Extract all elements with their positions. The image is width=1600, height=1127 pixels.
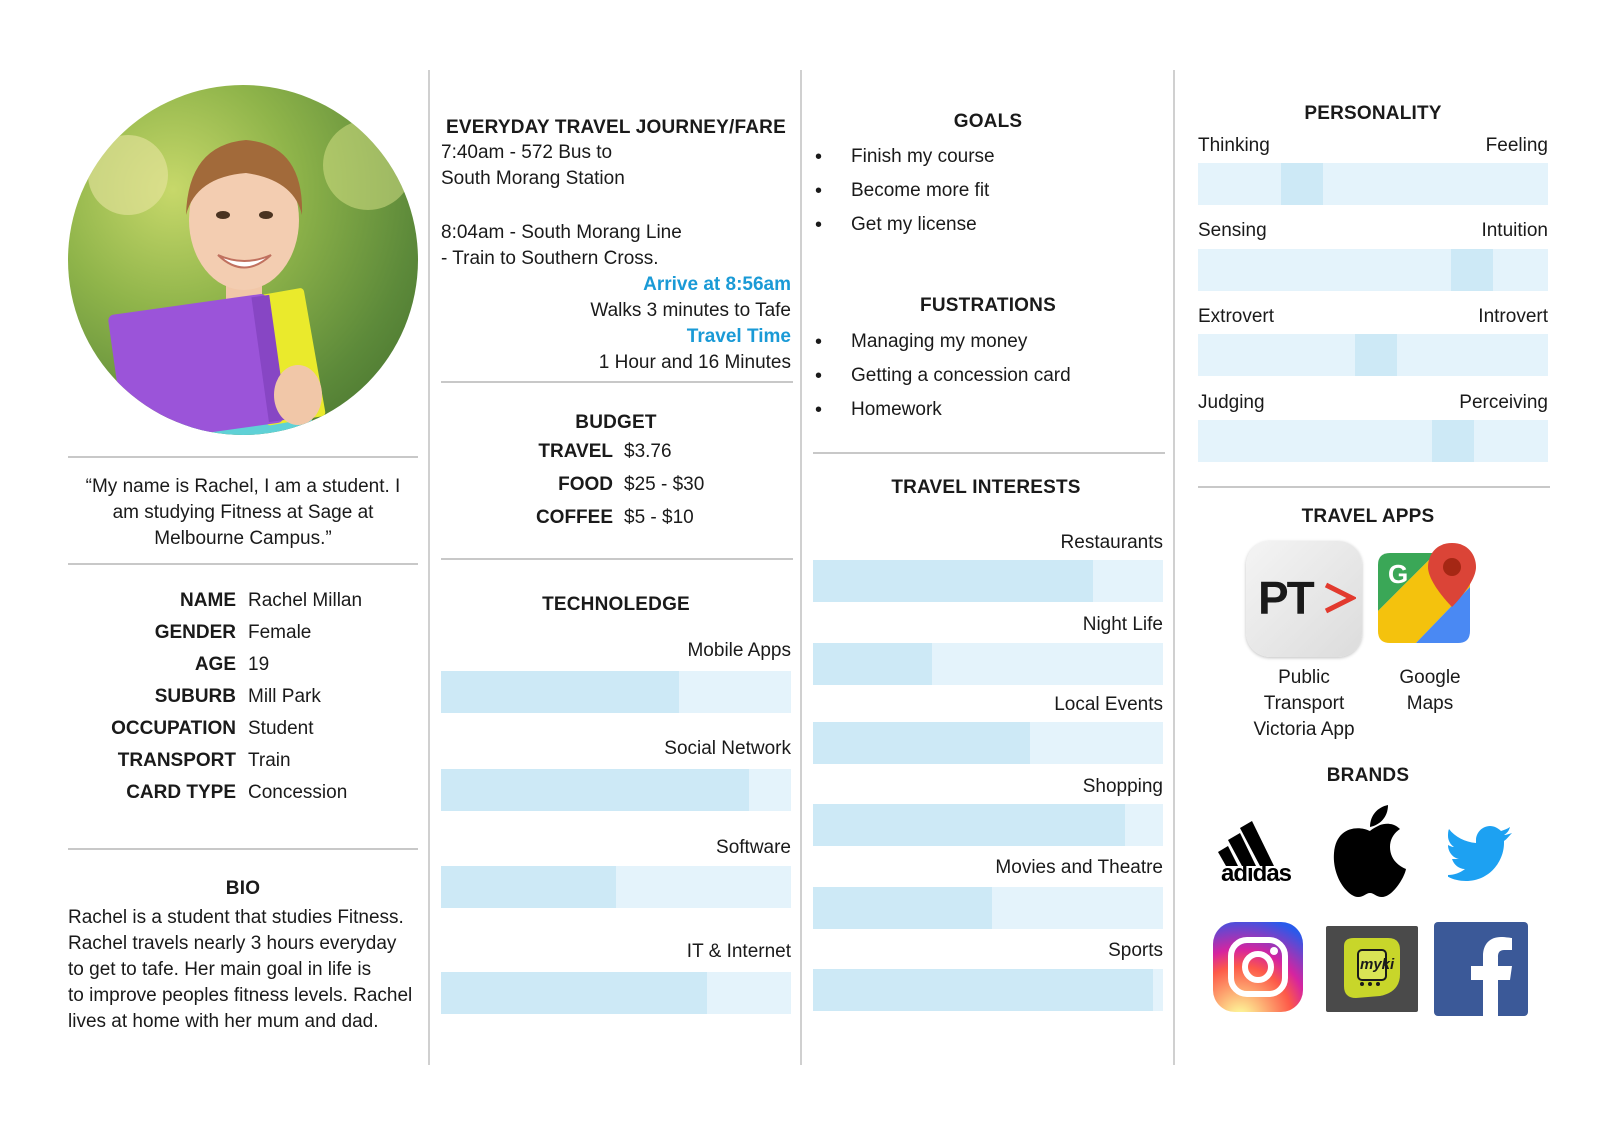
profile-photo (68, 85, 418, 435)
budget-value: $25 - $30 (624, 474, 705, 495)
trait-marker (1355, 334, 1397, 376)
interest-label: Shopping (1082, 776, 1163, 797)
info-key: OCCUPATION (111, 718, 236, 739)
interest-bar (813, 722, 1163, 764)
goals-list (815, 144, 1155, 246)
trait-scale (1198, 163, 1548, 205)
info-key: TRANSPORT (117, 750, 236, 771)
myki-wordmark: myki (1360, 956, 1395, 973)
info-table (68, 590, 418, 810)
interest-bar-fill (813, 969, 1153, 1011)
divider (1198, 486, 1550, 488)
twitter-bird-icon (1448, 826, 1514, 882)
goal-item: • Become more fit (815, 178, 1155, 212)
journey-details (441, 140, 791, 376)
app-name-line: Transport (1263, 693, 1345, 714)
tech-bar (441, 769, 791, 811)
instagram-logo (1213, 922, 1303, 1012)
info-key: AGE (194, 654, 236, 675)
travel-apps-title: TRAVEL APPS (1301, 506, 1435, 527)
journey-title: EVERYDAY TRAVEL JOURNEY/FARE (446, 117, 786, 138)
interest-bar-fill (813, 560, 1093, 602)
trait-right-label: Feeling (1485, 135, 1548, 156)
interest-label: Sports (1108, 940, 1163, 961)
divider (68, 848, 418, 850)
tech-bar-fill (441, 671, 679, 713)
interest-bar-fill (813, 887, 992, 929)
persona-quote: “My name is Rachel, I am a student. I am studying Fitness at Sage at Melbourne Campus.” (85, 476, 401, 549)
info-row (68, 750, 418, 776)
trait-right-label: Intuition (1481, 220, 1548, 241)
goals-title: GOALS (953, 111, 1023, 132)
divider (441, 558, 793, 560)
budget-row (441, 474, 791, 500)
google-maps-icon (1376, 541, 1480, 647)
travel-time-label: Travel Time (686, 326, 791, 347)
interest-bar-fill (813, 643, 932, 685)
trait-scale (1198, 420, 1548, 462)
tech-bar (441, 671, 791, 713)
trait-marker (1432, 420, 1474, 462)
app-name-line: Maps (1406, 693, 1454, 714)
info-row (68, 654, 418, 680)
travel-time-value: 1 Hour and 16 Minutes (598, 352, 791, 373)
info-value: Rachel Millan (248, 590, 363, 611)
trait-scale (1198, 249, 1548, 291)
tech-bar (441, 972, 791, 1014)
trait-scale (1198, 334, 1548, 376)
frustration-item: • Homework (815, 397, 1155, 431)
journey-line: - Train to Southern Cross. (441, 248, 659, 269)
budget-key: TRAVEL (538, 441, 613, 462)
column-divider-2 (800, 70, 802, 1065)
trait-left-label: Sensing (1198, 220, 1267, 241)
facebook-logo (1434, 922, 1528, 1016)
bio-line: Rachel is a student that studies Fitness. (68, 907, 404, 928)
tech-bar-fill (441, 866, 616, 908)
trait-right-label: Introvert (1478, 306, 1548, 327)
bio-title: BIO (225, 878, 261, 899)
bio-line: to improve peoples fitness levels. Rachel (68, 985, 413, 1006)
adidas-logo (1212, 820, 1300, 890)
app-name-line: Public (1278, 667, 1330, 688)
trait-left-label: Extrovert (1198, 306, 1275, 327)
interest-label: Restaurants (1060, 532, 1163, 553)
info-key: CARD TYPE (126, 782, 236, 803)
journey-line: 7:40am - 572 Bus to (441, 142, 613, 163)
interest-label: Local Events (1054, 694, 1163, 715)
info-value: Student (248, 718, 314, 739)
column-divider-1 (428, 70, 430, 1065)
info-key: NAME (180, 590, 236, 611)
tech-bar-fill (441, 972, 707, 1014)
technology-title: TECHNOLEDGE (542, 594, 690, 615)
interest-bar (813, 804, 1163, 846)
interest-bar (813, 560, 1163, 602)
ptv-app-icon (1246, 541, 1362, 657)
info-value: 19 (248, 654, 270, 675)
interest-bar (813, 887, 1163, 929)
budget-value: $3.76 (624, 441, 672, 462)
ptv-app-label (1236, 665, 1372, 743)
divider (68, 456, 418, 458)
apple-icon (1330, 803, 1410, 899)
walk-time: Walks 3 minutes to Tafe (590, 300, 791, 321)
interest-label: Night Life (1082, 614, 1163, 635)
trait-right-label: Perceiving (1459, 392, 1548, 413)
budget-key: FOOD (558, 474, 613, 495)
budget-row (441, 441, 791, 467)
bio-line: lives at home with her mum and dad. (68, 1011, 379, 1032)
interest-bar (813, 643, 1163, 685)
info-value: Female (248, 622, 312, 643)
divider (441, 381, 793, 383)
frustrations-list (815, 329, 1155, 431)
goal-item: • Get my license (815, 212, 1155, 246)
travel-interests-title: TRAVEL INTERESTS (891, 477, 1081, 498)
bio-text (68, 905, 423, 1035)
budget-value: $5 - $10 (624, 507, 694, 528)
svg-text:G: G (1388, 559, 1409, 589)
info-row (68, 686, 418, 712)
tech-label: Social Network (664, 738, 791, 759)
map-icon (1376, 541, 1480, 647)
trait-marker (1281, 163, 1323, 205)
trait-marker (1451, 249, 1493, 291)
person-illustration (68, 85, 418, 435)
facebook-f-icon (1434, 922, 1528, 1016)
bio-line: Rachel travels nearly 3 hours everyday (68, 933, 397, 954)
adidas-wordmark: adidas (1220, 860, 1292, 887)
goal-item: • Finish my course (815, 144, 1155, 178)
arrival-time: Arrive at 8:56am (643, 274, 791, 295)
personality-title: PERSONALITY (1304, 103, 1442, 124)
tech-label: Mobile Apps (687, 640, 791, 661)
info-row (68, 782, 418, 808)
interest-bar (813, 969, 1163, 1011)
divider (813, 452, 1165, 454)
app-name-line: Victoria App (1253, 719, 1355, 740)
myki-logo (1326, 926, 1418, 1012)
tech-label: IT & Internet (686, 941, 791, 962)
bio-line: to get to tafe. Her main goal in life is (68, 959, 372, 980)
brands-title: BRANDS (1326, 765, 1410, 786)
interest-label: Movies and Theatre (995, 857, 1163, 878)
divider (68, 563, 418, 565)
tech-label: Software (716, 837, 791, 858)
frustration-item: • Getting a concession card (815, 363, 1155, 397)
app-name-line: Google (1399, 667, 1461, 688)
interest-bar-fill (813, 804, 1125, 846)
apple-logo (1330, 803, 1410, 899)
google-maps-label (1370, 665, 1490, 717)
journey-line: South Morang Station (441, 168, 625, 189)
info-row (68, 590, 418, 616)
frustrations-title: FUSTRATIONS (920, 295, 1056, 316)
tech-bar-fill (441, 769, 749, 811)
journey-line: 8:04am - South Morang Line (441, 222, 682, 243)
chevron-right-icon (1324, 581, 1356, 615)
info-key: SUBURB (154, 686, 236, 707)
interest-bar-fill (813, 722, 1030, 764)
column-divider-3 (1173, 70, 1175, 1065)
budget-key: COFFEE (535, 507, 613, 528)
budget-table (441, 441, 791, 541)
info-value: Train (248, 750, 291, 771)
budget-row (441, 507, 791, 533)
tech-bar (441, 866, 791, 908)
budget-title: BUDGET (575, 412, 657, 433)
info-value: Concession (248, 782, 348, 803)
trait-left-label: Judging (1198, 392, 1265, 413)
frustration-item: • Managing my money (815, 329, 1155, 363)
twitter-logo (1448, 826, 1514, 882)
camera-icon (1213, 922, 1303, 1012)
info-row (68, 622, 418, 648)
info-key: GENDER (154, 622, 236, 643)
info-value: Mill Park (248, 686, 321, 707)
info-row (68, 718, 418, 744)
ptv-app-icon-text: PT (1258, 572, 1313, 624)
trait-left-label: Thinking (1198, 135, 1270, 156)
